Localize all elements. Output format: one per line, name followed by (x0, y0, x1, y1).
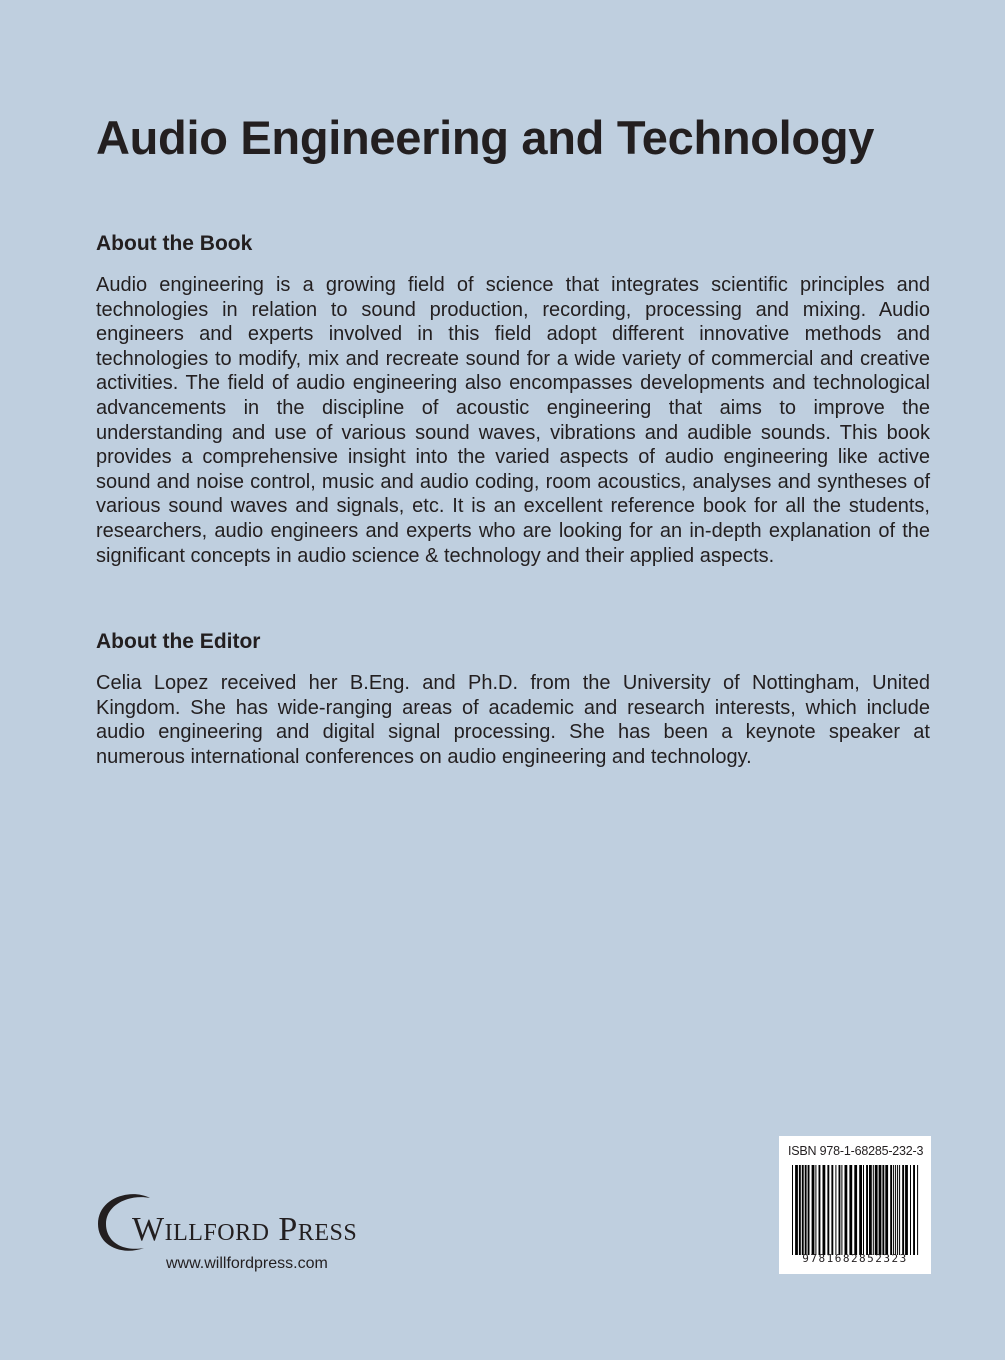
book-title: Audio Engineering and Technology (96, 111, 875, 164)
isbn-label: ISBN 978-1-68285-232-3 (788, 1144, 924, 1158)
barcode-icon (792, 1165, 920, 1255)
about-editor-heading: About the Editor (96, 630, 261, 653)
about-book-text: Audio engineering is a growing field of science that integrates scientific principles and technologies in relation to sound production, recording, processing and mixing. Audio engineers and experts involved in this field adopt different innovative methods and technologies to modify, mix and recreate sound for a wide variety of commercial and creative activities. The field of audio engineering also encompasses developments and technological advancements in the discipline of acoustic engineering that aims to improve the understanding and use of various sound waves, vibrations and audible sounds. This book provides a comprehensive insight into the varied aspects of audio engineering like active sound and noise control, music and audio coding, room acoustics, analyses and syntheses of various sound waves and signals, etc. It is an excellent reference book for all the students, researchers, audio engineers and experts who are looking for an in-depth explanation of the significant concepts in audio science & technology and their applied aspects. (96, 274, 930, 567)
publisher-url: www.willfordpress.com (166, 1255, 328, 1272)
about-book-heading: About the Book (96, 232, 253, 255)
about-editor-text: Celia Lopez received her B.Eng. and Ph.D. from the University of Nottingham, United Kingdom. She has wide-ranging areas of academic and research interests, which include audio engineering and digital signal processing. She has been a keynote speaker at numerous international conferences on audio engineering and technology. (96, 672, 930, 768)
publisher-name: Willford Press (132, 1211, 358, 1248)
publisher-logo (92, 1190, 362, 1280)
barcode-digits: 9781682852323 (802, 1252, 908, 1265)
isbn-barcode-box (779, 1136, 931, 1274)
